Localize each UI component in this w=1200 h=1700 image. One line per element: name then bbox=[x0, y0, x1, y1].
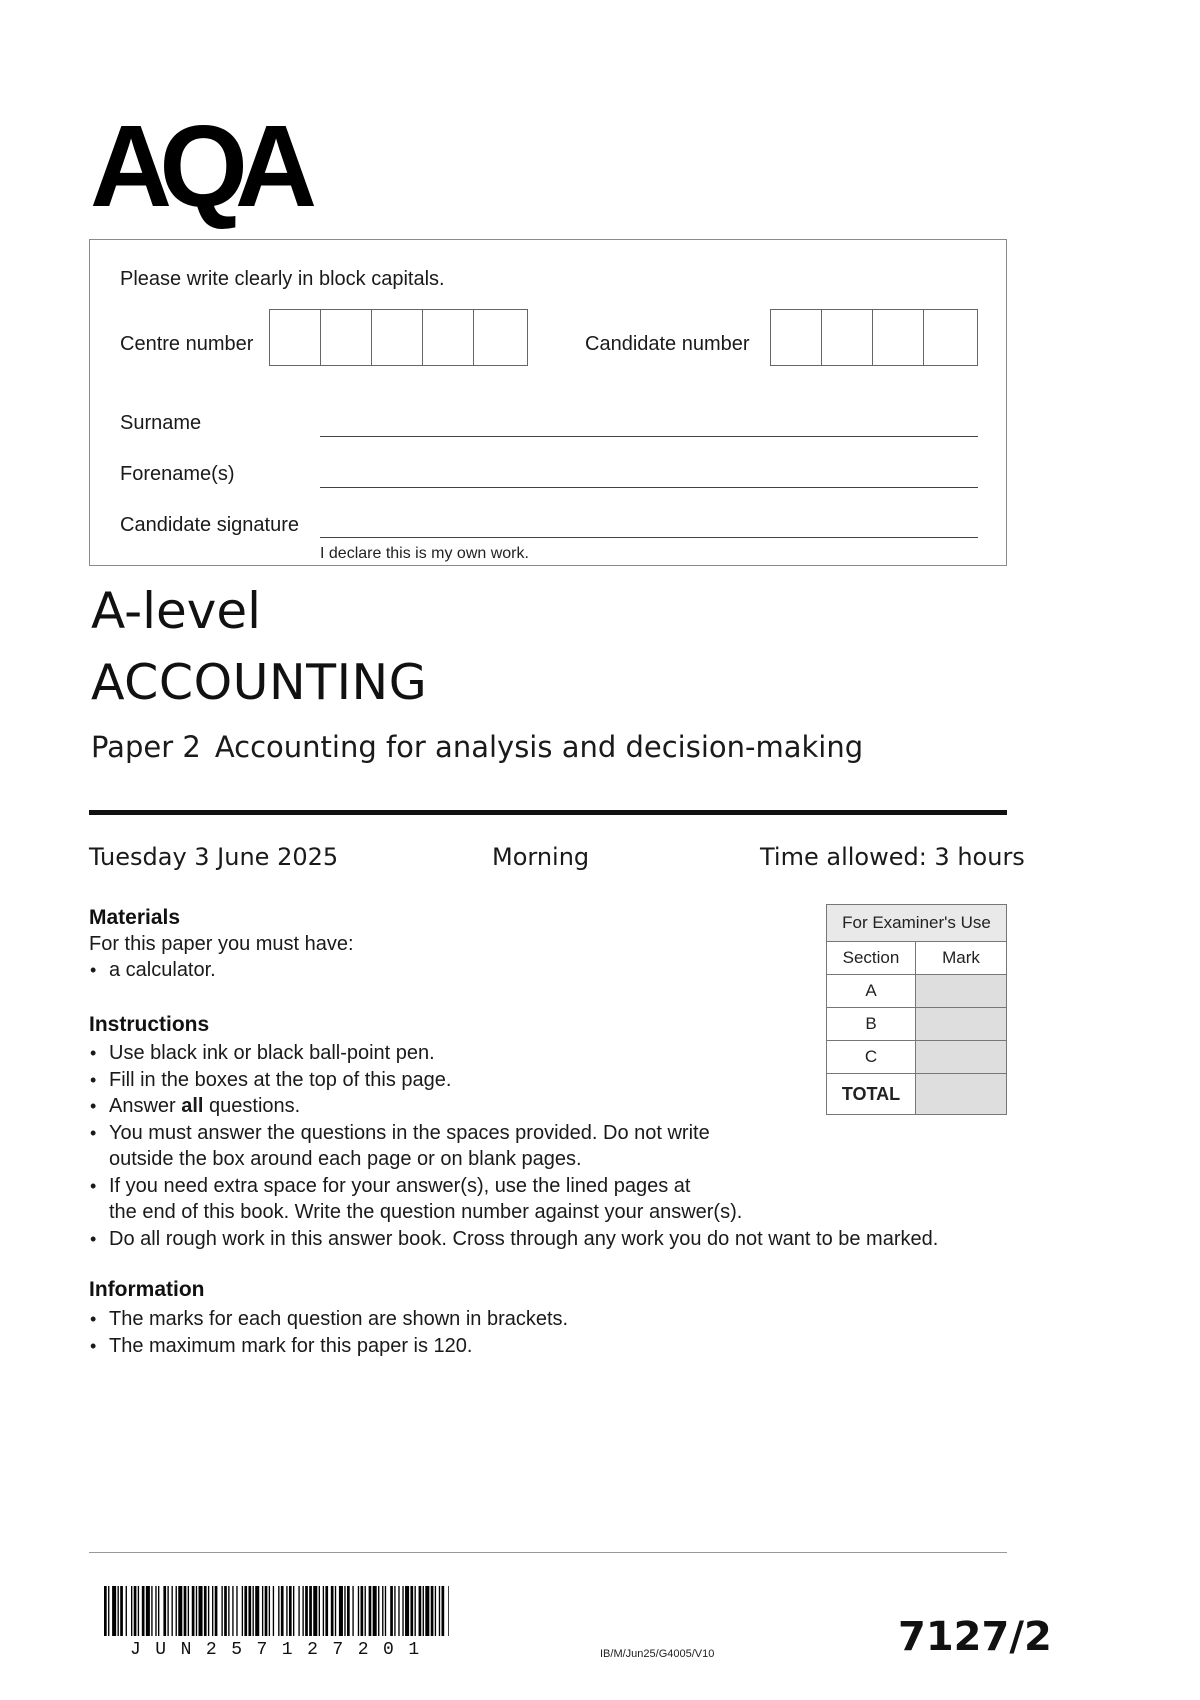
list-item: • Fill in the boxes at the top of this page. bbox=[89, 1067, 938, 1094]
barcode-bar bbox=[253, 1586, 254, 1636]
barcode-bar bbox=[248, 1586, 251, 1636]
section-label: A bbox=[827, 975, 916, 1008]
barcode-bar bbox=[131, 1586, 132, 1636]
exam-date: Tuesday 3 June 2025 bbox=[89, 843, 339, 871]
barcode-bar bbox=[361, 1586, 364, 1636]
barcode-bar bbox=[339, 1586, 343, 1636]
barcode-bar bbox=[402, 1586, 403, 1636]
total-mark-cell bbox=[916, 1074, 1007, 1115]
centre-number-cell[interactable] bbox=[474, 310, 525, 365]
materials-heading: Materials bbox=[89, 906, 181, 929]
barcode-bar bbox=[236, 1586, 237, 1636]
barcode-bar bbox=[167, 1586, 168, 1636]
barcode-bar bbox=[262, 1586, 263, 1636]
instructions-heading: Instructions bbox=[89, 1013, 210, 1036]
barcode-bar bbox=[112, 1586, 116, 1636]
barcode-bar bbox=[319, 1586, 320, 1636]
barcode-bar bbox=[373, 1586, 377, 1636]
barcode-bar bbox=[313, 1586, 317, 1636]
barcode-bar bbox=[255, 1586, 259, 1636]
document-reference: IB/M/Jun25/G4005/V10 bbox=[600, 1648, 715, 1660]
barcode bbox=[104, 1586, 449, 1636]
barcode-bar bbox=[293, 1586, 294, 1636]
surname-label: Surname bbox=[120, 412, 202, 434]
barcode-bar bbox=[281, 1586, 284, 1636]
barcode-bar bbox=[204, 1586, 207, 1636]
paper-title: Accounting for analysis and decision-making bbox=[214, 730, 864, 764]
barcode-bar bbox=[224, 1586, 227, 1636]
barcode-bar bbox=[212, 1586, 213, 1636]
forenames-line[interactable] bbox=[320, 487, 978, 488]
barcode-bar bbox=[309, 1586, 312, 1636]
barcode-bar bbox=[439, 1586, 440, 1636]
aqa-logo: AQA bbox=[90, 101, 305, 231]
barcode-bar bbox=[142, 1586, 145, 1636]
signature-line[interactable] bbox=[320, 537, 978, 538]
paper-code: 7127/2 bbox=[898, 1614, 1052, 1660]
barcode-bar bbox=[286, 1586, 287, 1636]
surname-line[interactable] bbox=[320, 436, 978, 437]
mark-cell bbox=[916, 1041, 1007, 1074]
barcode-bar bbox=[323, 1586, 324, 1636]
barcode-bar bbox=[344, 1586, 345, 1636]
centre-number-cell[interactable] bbox=[270, 310, 321, 365]
barcode-bar bbox=[151, 1586, 152, 1636]
barcode-bar bbox=[242, 1586, 243, 1636]
information-list bbox=[89, 1306, 568, 1359]
mark-cell bbox=[916, 1008, 1007, 1041]
declaration-text: I declare this is my own work. bbox=[320, 545, 529, 562]
barcode-bar bbox=[269, 1586, 270, 1636]
list-item-text: You must answer the questions in the spaces provided. Do not write bbox=[109, 1121, 710, 1144]
barcode-bar bbox=[196, 1586, 197, 1636]
barcode-bar bbox=[244, 1586, 247, 1636]
list-item-text: Answer bbox=[109, 1095, 182, 1117]
barcode-bar bbox=[104, 1586, 107, 1636]
emphasis-all: all bbox=[181, 1095, 204, 1117]
qualification-level: A-level bbox=[91, 582, 262, 640]
candidate-number-cell[interactable] bbox=[771, 310, 822, 365]
barcode-bar bbox=[163, 1586, 166, 1636]
list-item: • Use black ink or black ball-point pen. bbox=[89, 1040, 938, 1067]
barcode-bar bbox=[176, 1586, 177, 1636]
information-heading: Information bbox=[89, 1278, 205, 1301]
barcode-bar bbox=[289, 1586, 292, 1636]
paper-title-line bbox=[91, 730, 864, 764]
barcode-bar bbox=[425, 1586, 429, 1636]
barcode-bar bbox=[155, 1586, 156, 1636]
list-item: • Do all rough work in this answer book. Cross through any work you do not want to be marked. bbox=[89, 1226, 938, 1253]
mark-column-header: Mark bbox=[916, 942, 1007, 975]
barcode-bar bbox=[358, 1586, 359, 1636]
total-label: TOTAL bbox=[827, 1074, 916, 1115]
centre-number-cell[interactable] bbox=[372, 310, 423, 365]
barcode-bar bbox=[448, 1586, 449, 1636]
barcode-bar bbox=[221, 1586, 222, 1636]
examiners-use-table bbox=[826, 904, 1007, 1115]
barcode-bar bbox=[298, 1586, 299, 1636]
materials-list bbox=[89, 957, 216, 984]
section-label: C bbox=[827, 1041, 916, 1074]
centre-number-boxes[interactable] bbox=[269, 309, 528, 366]
materials-intro: For this paper you must have: bbox=[89, 933, 354, 955]
examiners-use-title: For Examiner's Use bbox=[827, 905, 1007, 942]
barcode-bar bbox=[352, 1586, 353, 1636]
barcode-bar bbox=[390, 1586, 393, 1636]
barcode-bar bbox=[415, 1586, 416, 1636]
candidate-number-boxes[interactable] bbox=[770, 309, 978, 366]
section-column-header: Section bbox=[827, 942, 916, 975]
list-item bbox=[89, 1093, 938, 1120]
barcode-bar bbox=[192, 1586, 195, 1636]
paper-number: Paper 2 bbox=[91, 730, 201, 764]
barcode-bar bbox=[365, 1586, 366, 1636]
candidate-number-cell[interactable] bbox=[873, 310, 924, 365]
barcode-bar bbox=[188, 1586, 189, 1636]
candidate-number-label: Candidate number bbox=[585, 333, 750, 355]
subject-title: ACCOUNTING bbox=[91, 654, 428, 711]
block-capitals-instruction: Please write clearly in block capitals. bbox=[120, 268, 445, 290]
barcode-bar bbox=[172, 1586, 173, 1636]
barcode-bar bbox=[184, 1586, 187, 1636]
barcode-bar bbox=[423, 1586, 424, 1636]
barcode-bar bbox=[369, 1586, 372, 1636]
list-item-text: outside the box around each page or on blank pages. bbox=[109, 1148, 582, 1170]
instructions-list bbox=[89, 1040, 938, 1252]
barcode-bar bbox=[385, 1586, 386, 1636]
time-allowed: Time allowed: 3 hours bbox=[760, 843, 1025, 871]
list-item-text: questions. bbox=[203, 1095, 301, 1117]
list-item: • The marks for each question are shown in brackets. bbox=[89, 1306, 568, 1333]
barcode-bar bbox=[108, 1586, 109, 1636]
barcode-bar bbox=[398, 1586, 399, 1636]
signature-label: Candidate signature bbox=[120, 514, 300, 536]
barcode-bar bbox=[305, 1586, 308, 1636]
footer-divider bbox=[89, 1552, 1007, 1553]
barcode-bar bbox=[178, 1586, 182, 1636]
list-item-text: If you need extra space for your answer(s), use the lined pages at bbox=[109, 1174, 691, 1197]
barcode-bar bbox=[419, 1586, 422, 1636]
barcode-bar bbox=[331, 1586, 334, 1636]
barcode-bar bbox=[118, 1586, 119, 1636]
barcode-bar bbox=[382, 1586, 383, 1636]
barcode-bar bbox=[325, 1586, 328, 1636]
barcode-bar bbox=[431, 1586, 434, 1636]
list-item bbox=[89, 1173, 938, 1226]
barcode-bar bbox=[232, 1586, 233, 1636]
barcode-bar bbox=[410, 1586, 413, 1636]
centre-number-label: Centre number bbox=[120, 333, 254, 355]
forenames-label: Forename(s) bbox=[120, 463, 235, 485]
centre-number-cell[interactable] bbox=[321, 310, 372, 365]
centre-number-cell[interactable] bbox=[423, 310, 474, 365]
barcode-bar bbox=[335, 1586, 336, 1636]
mark-cell bbox=[916, 975, 1007, 1008]
barcode-bar bbox=[265, 1586, 268, 1636]
barcode-bar bbox=[273, 1586, 274, 1636]
barcode-bar bbox=[405, 1586, 409, 1636]
barcode-bar bbox=[378, 1586, 379, 1636]
candidate-number-cell[interactable] bbox=[822, 310, 873, 365]
barcode-number: JUN257127201 bbox=[130, 1640, 434, 1660]
barcode-bar bbox=[134, 1586, 137, 1636]
section-label: B bbox=[827, 1008, 916, 1041]
barcode-bar bbox=[435, 1586, 436, 1636]
barcode-bar bbox=[442, 1586, 445, 1636]
barcode-bar bbox=[138, 1586, 139, 1636]
barcode-bar bbox=[228, 1586, 229, 1636]
barcode-bar bbox=[394, 1586, 395, 1636]
barcode-bar bbox=[199, 1586, 203, 1636]
title-divider bbox=[89, 810, 1007, 815]
list-item-text: the end of this book. Write the question number against your answer(s). bbox=[109, 1201, 743, 1223]
barcode-bar bbox=[302, 1586, 303, 1636]
barcode-bar bbox=[146, 1586, 150, 1636]
list-item: • The maximum mark for this paper is 120. bbox=[89, 1333, 568, 1360]
candidate-number-cell[interactable] bbox=[924, 310, 975, 365]
barcode-bar bbox=[126, 1586, 127, 1636]
barcode-bar bbox=[120, 1586, 123, 1636]
barcode-bar bbox=[208, 1586, 209, 1636]
list-item bbox=[89, 1120, 938, 1173]
list-item: • a calculator. bbox=[89, 957, 216, 984]
barcode-bar bbox=[347, 1586, 350, 1636]
exam-session: Morning bbox=[492, 843, 590, 871]
barcode-bar bbox=[215, 1586, 218, 1636]
barcode-bar bbox=[158, 1586, 159, 1636]
barcode-bar bbox=[278, 1586, 279, 1636]
